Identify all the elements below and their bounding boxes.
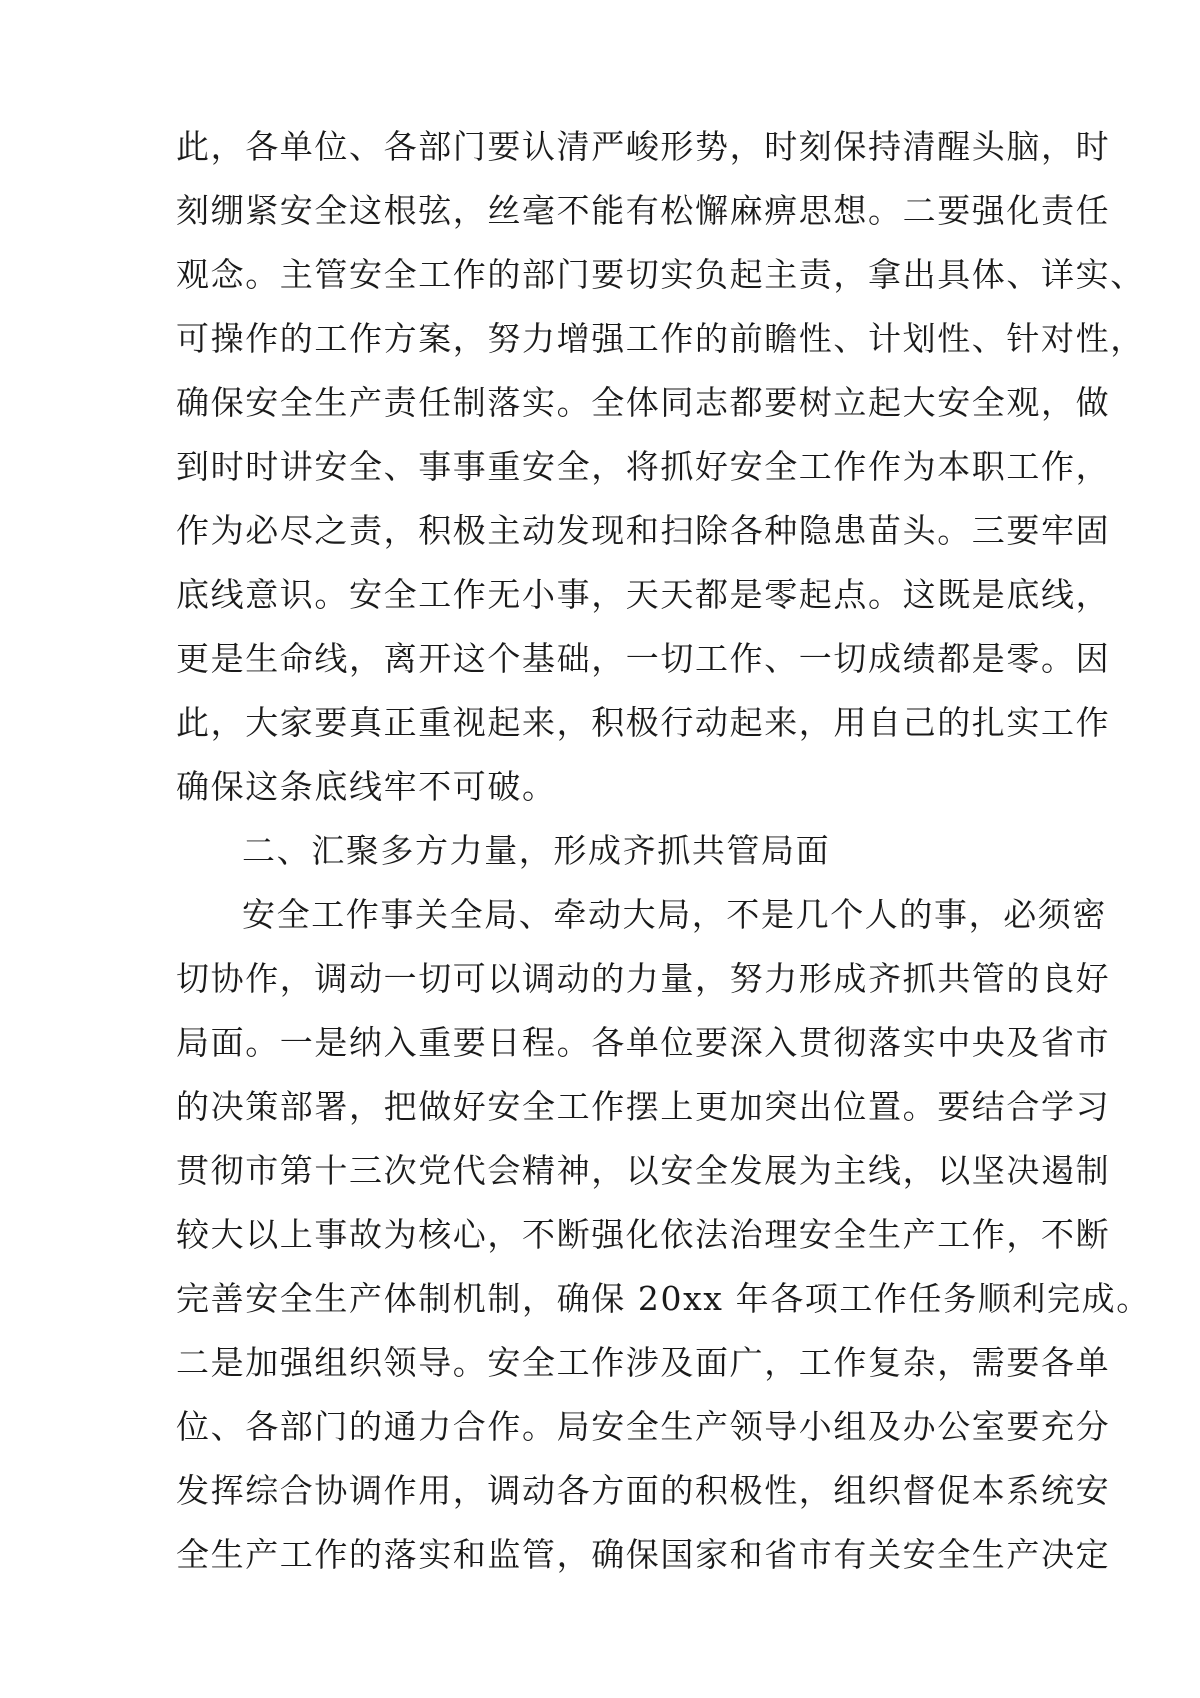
text-line: 此，各单位、各部门要认清严峻形势，时刻保持清醒头脑，时 — [176, 127, 1111, 166]
text-line: 二是加强组织领导。安全工作涉及面广，工作复杂，需要各单 — [176, 1343, 1111, 1382]
text-line: 刻绷紧安全这根弦，丝毫不能有松懈麻痹思想。二要强化责任 — [176, 191, 1111, 230]
text-line: 全生产工作的落实和监管，确保国家和省市有关安全生产决定 — [176, 1535, 1111, 1574]
text-line: 更是生命线，离开这个基础，一切工作、一切成绩都是零。因 — [176, 639, 1111, 678]
text-line: 底线意识。安全工作无小事，天天都是零起点。这既是底线， — [176, 575, 1111, 614]
paragraph-joint-management — [176, 883, 1151, 1587]
text-line: 安全工作事关全局、牵动大局，不是几个人的事，必须密 — [242, 895, 1107, 934]
text-line: 局面。一是纳入重要日程。各单位要深入贯彻落实中央及省市 — [176, 1023, 1111, 1062]
text-line: 观念。主管安全工作的部门要切实负起主责，拿出具体、详实、 — [176, 255, 1145, 294]
text-line: 可操作的工作方案，努力增强工作的前瞻性、计划性、针对性， — [176, 319, 1145, 358]
text-line: 此，大家要真正重视起来，积极行动起来，用自己的扎实工作 — [176, 703, 1111, 742]
text-line: 确保这条底线牢不可破。 — [176, 767, 557, 806]
text-line: 发挥综合协调作用，调动各方面的积极性，组织督促本系统安 — [176, 1471, 1111, 1510]
text-line: 作为必尽之责，积极主动发现和扫除各种隐患苗头。三要牢固 — [176, 511, 1111, 550]
paragraph-safety-responsibility — [176, 115, 1145, 819]
text-line: 到时时讲安全、事事重安全，将抓好安全工作作为本职工作， — [176, 447, 1111, 486]
text-line: 确保安全生产责任制落实。全体同志都要树立起大安全观，做 — [176, 383, 1111, 422]
text-line: 完善安全生产体制机制，确保 20xx 年各项工作任务顺利完成。 — [176, 1279, 1151, 1318]
section-heading: 二、汇聚多方力量，形成齐抓共管局面 — [242, 831, 831, 870]
text-line: 贯彻市第十三次党代会精神，以安全发展为主线，以坚决遏制 — [176, 1151, 1111, 1190]
document-body — [176, 115, 1151, 1587]
text-line: 较大以上事故为核心，不断强化依法治理安全生产工作，不断 — [176, 1215, 1111, 1254]
text-line: 位、各部门的通力合作。局安全生产领导小组及办公室要充分 — [176, 1407, 1111, 1446]
text-line: 切协作，调动一切可以调动的力量，努力形成齐抓共管的良好 — [176, 959, 1111, 998]
text-line: 的决策部署，把做好安全工作摆上更加突出位置。要结合学习 — [176, 1087, 1111, 1126]
